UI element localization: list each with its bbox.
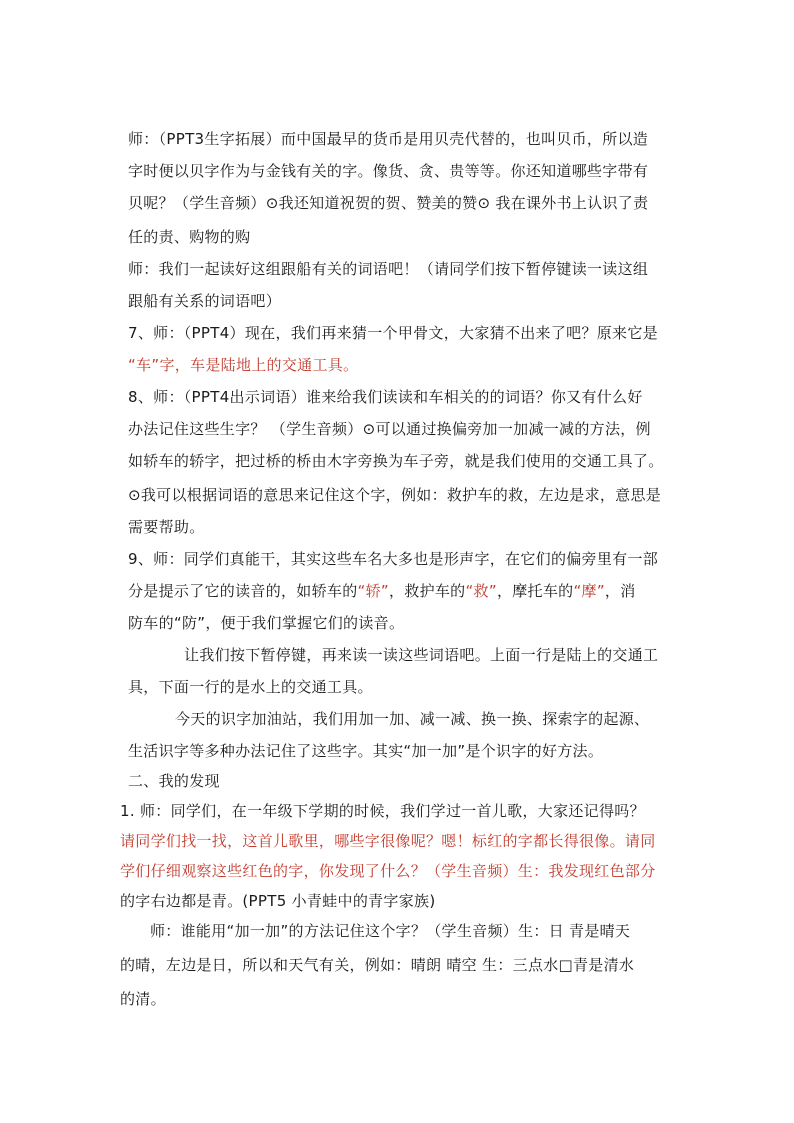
text-line: 防车的“防”，便于我们掌握它们的读音。 [128,614,405,632]
text-segment: ，救护车的 [388,582,466,600]
text-segment: 分是提示了它的读音的，如轿车的 [128,582,358,600]
text-line: 师：我们一起读好这组跟船有关的词语吧！（请同学们按下暂停键读一读这组 [128,260,649,278]
text-line: 让我们按下暂停键，再来读一读这些词语吧。上面一行是陆上的交通工 [184,646,659,664]
text-line: 办法记住这些生字？ （学生音频）⊙可以通过换偏旁加一加减一减的方法，例 [128,420,651,438]
text-line: 今天的识字加油站，我们用加一加、减一减、换一换、探索字的起源、 [175,710,650,728]
text-line: 字时便以贝字作为与金钱有关的字。像货、贪、贵等等。你还知道哪些字带有 [128,162,649,180]
red-word: “救” [465,582,497,600]
text-line: 贝呢？（学生音频）⊙我还知道祝贺的贺、赞美的赞⊙ 我在课外书上认识了责 [128,194,649,212]
text-line: 需要帮助。 [128,518,205,536]
text-line [128,581,636,601]
red-word: “摩” [573,582,605,600]
text-line: 跟船有关系的词语吧） [128,292,282,310]
text-segment: ，摩托车的 [496,582,574,600]
text-line: 的晴，左边是日，所以和天气有关，例如：晴朗 晴空 生：三点水□青是清水 [120,956,635,974]
text-line: 的字右边都是青。(PPT5 小青蛙中的青字家族) [120,892,436,910]
text-line: 具，下面一行的是水上的交通工具。 [128,678,373,696]
text-line: ⊙我可以根据词语的意思来记住这个字，例如：救护车的救，左边是求，意思是 [128,486,662,504]
red-word: “轿” [357,582,389,600]
text-line: 学们仔细观察这些红色的字，你发现了什么？（学生音频）生：我发现红色部分 [120,862,656,880]
text-line: 请同学们找一找，这首儿歌里，哪些字很像呢？嗯！标红的字都长得很像。请同 [120,832,656,850]
text-segment: ，消 [604,582,636,600]
text-line: 生活识字等多种办法记住了这些字。其实“加一加”是个识字的好方法。 [128,742,604,760]
text-line: 8、师：（PPT4出示词语）谁来给我们读读和车相关的的词语？你又有什么好 [128,388,643,406]
text-line: 9、师：同学们真能干，其实这些车名大多也是形声字，在它们的偏旁里有一部 [128,550,659,568]
text-line: 任的责、购物的购 [128,228,251,246]
text-line: 的清。 [120,990,166,1008]
text-line: 7、师：（PPT4）现在，我们再来猜一个甲骨文，大家猜不出来了吧？原来它是 [128,324,658,342]
section-heading: 二、我的发现 [128,772,220,790]
text-line: “车”字，车是陆地上的交通工具。 [128,356,359,374]
text-line: 如轿车的轿字，把过桥的桥由木字旁换为车子旁，就是我们使用的交通工具了。 [128,452,664,470]
text-line: 师：谁能用“加一加”的方法记住这个字？（学生音频）生：日 青是晴天 [150,922,631,940]
text-line: 师：（PPT3生字拓展）而中国最早的货币是用贝壳代替的，也叫贝币，所以造 [128,130,649,148]
text-line: 1. 师：同学们，在一年级下学期的时候，我们学过一首儿歌，大家还记得吗？ [120,802,645,820]
